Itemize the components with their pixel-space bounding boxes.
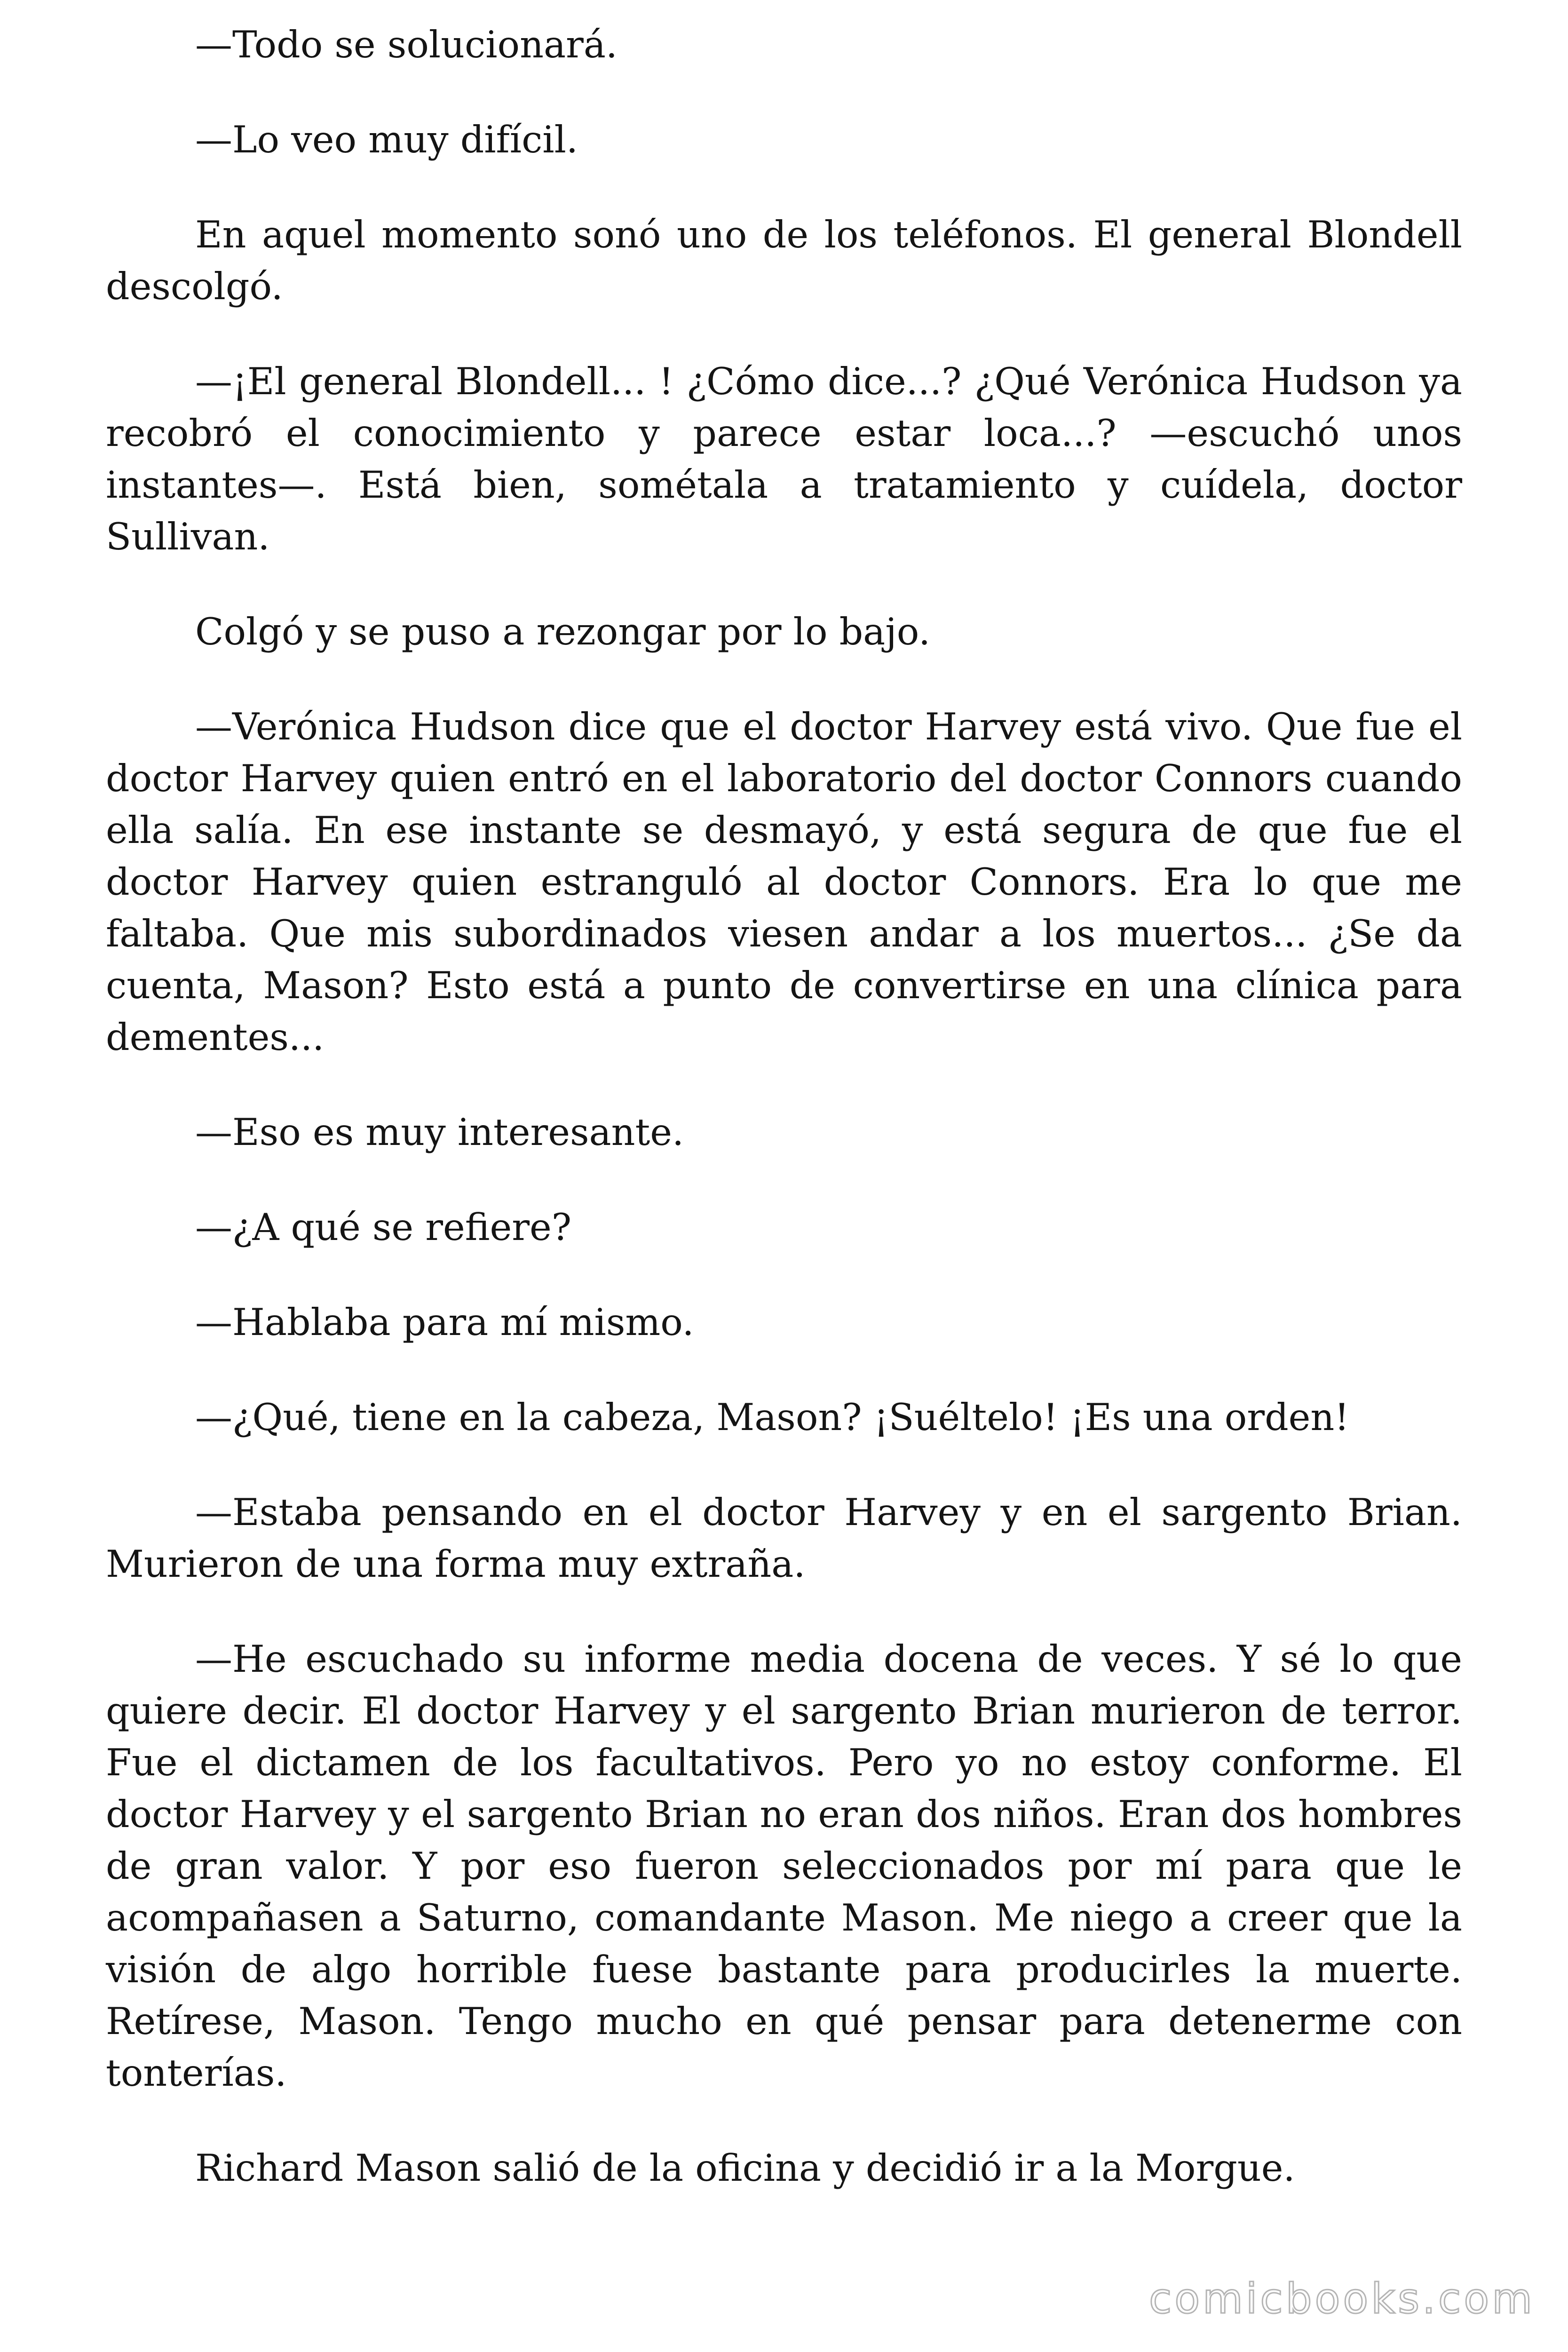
- paragraph: —Todo se solucionará.: [195, 23, 618, 66]
- paragraph: —Hablaba para mí mismo.: [195, 1301, 694, 1344]
- watermark: comicbooks.com: [1148, 2274, 1535, 2323]
- paragraph: —¿Qué, tiene en la cabeza, Mason? ¡Suéltelo! ¡Es una orden!: [195, 1396, 1350, 1439]
- paragraph: —¿A qué se refiere?: [195, 1206, 572, 1249]
- paragraph: —Lo veo muy difícil.: [195, 118, 578, 161]
- paragraph: —Estaba pensando en el doctor Harvey y en el sargento Brian. Murieron de una forma muy extraña.: [106, 1491, 1462, 1586]
- paragraph: —Verónica Hudson dice que el doctor Harvey está vivo. Que fue el doctor Harvey quien entró en el laboratorio del doctor Connors cuando ella salía. En ese instante se desmayó, y está segura de que fue el doctor Harvey quien estranguló al doctor Connors. Era lo que me faltaba. Que mis subordinados viesen andar a los muertos... ¿Se da cuenta, Mason? Esto está a punto de convertirse en una clínica para dementes...: [106, 705, 1462, 1059]
- page-body: [106, 19, 1462, 2237]
- paragraph: —He escuchado su informe media docena de veces. Y sé lo que quiere decir. El doctor Harvey y el sargento Brian murieron de terror. Fue el dictamen de los facultativos. Pero yo no estoy conforme. El doctor Harvey y el sargento Brian no eran dos niños. Eran dos hombres de gran valor. Y por eso fueron seleccionados por mí para que le acompañasen a Saturno, comandante Mason. Me niego a creer que la visión de algo horrible fuese bastante para producirles la muerte. Retírese, Mason. Tengo mucho en qué pensar para detenerme con tonterías.: [106, 1637, 1462, 2095]
- paragraph: —Eso es muy interesante.: [195, 1111, 684, 1154]
- paragraph: En aquel momento sonó uno de los teléfonos. El general Blondell descolgó.: [106, 213, 1462, 308]
- paragraph: Richard Mason salió de la oficina y decidió ir a la Morgue.: [195, 2146, 1295, 2190]
- paragraph: Colgó y se puso a rezongar por lo bajo.: [195, 610, 931, 653]
- paragraph: —¡El general Blondell... ! ¿Cómo dice...? ¿Qué Verónica Hudson ya recobró el conocimiento y parece estar loca...? —escuchó unos instantes—. Está bien, sométala a tratamiento y cuídela, doctor Sullivan.: [106, 360, 1462, 558]
